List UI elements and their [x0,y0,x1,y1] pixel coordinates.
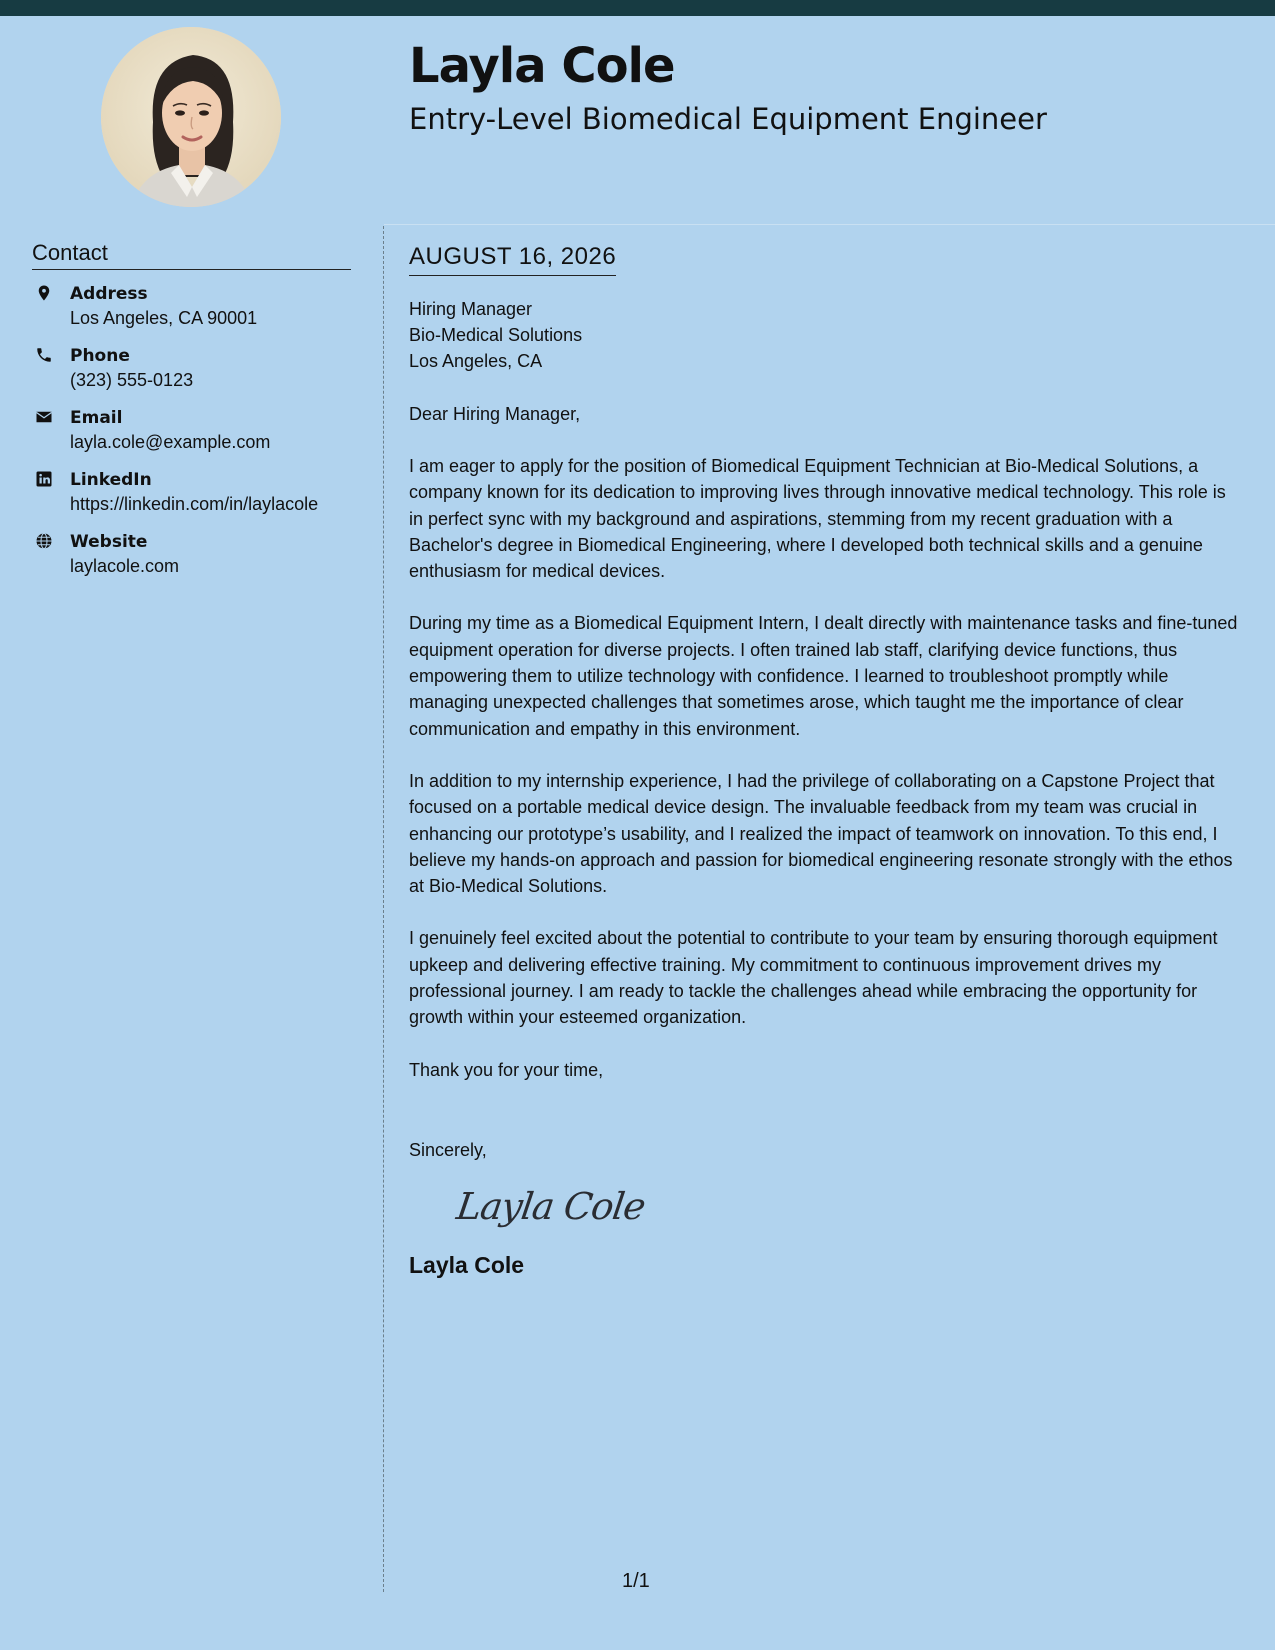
contact-value-linkedin[interactable]: https://linkedin.com/in/laylacole [70,494,319,514]
contact-value-email[interactable]: layla.cole@example.com [70,432,271,452]
sign-off: Sincerely, [409,1139,487,1160]
contact-label: Website [70,532,148,552]
letter-body [409,243,1239,1279]
recipient-company: Bio-Medical Solutions [409,325,583,345]
contact-sidebar [32,240,351,592]
applicant-name: Layla Cole [409,38,675,94]
contact-value-website[interactable]: laylacole.com [70,556,180,576]
letter-paragraph: I am eager to apply for the position of Biomedical Equipment Technician at Bio-Medical Solutions, a company known for its dedication to improving lives through innovative medical technology. This role is in perfect sync with my background and aspirations, stemming from my recent graduation with a Bachelor's degree in Biomedical Engineering, where I developed both technical skills and a genuine enthusiasm for medical devices. [409,456,1226,582]
salutation: Dear Hiring Manager, [409,404,581,424]
letter-paragraph: In addition to my internship experience, I had the privilege of collaborating on a Capstone Project that focused on a portable medical device design. The invaluable feedback from my team was crucial in enhancing our prototype’s usability, and I realized the impact of teamwork on innovation. To this end, I believe my hands-on approach and passion for biomedical engineering resonate strongly with the ethos at Bio-Medical Solutions. [409,770,1233,897]
top-bar [0,0,1275,16]
contact-value-address: Los Angeles, CA 90001 [70,308,258,328]
header-divider [384,224,1275,225]
letter-paragraph: I genuinely feel excited about the potential to contribute to your team by ensuring thorough equipment upkeep and delivering effective training. My commitment to continuous improvement drives my professional journey. I am ready to tackle the challenges ahead while embracing the opportunity for growth within your esteemed organization. [409,928,1218,1028]
letter-date: AUGUST 16, 2026 [409,243,616,276]
recipient-location: Los Angeles, CA [409,351,543,371]
contact-item-phone [32,344,351,392]
recipient-block [409,296,1239,374]
contact-item-website [32,530,351,578]
contact-heading: Contact [32,240,351,270]
globe-icon [32,530,70,552]
job-title: Entry-Level Biomedical Equipment Engineer [409,102,1047,136]
contact-list [32,282,351,578]
letter-paragraph: During my time as a Biomedical Equipment Intern, I dealt directly with maintenance tasks and fine-tuned equipment operation for diverse projects. I often trained lab staff, clarifying device functions, thus empowering them to utilize technology with confidence. I learned to troubleshoot promptly while managing unexpected challenges that sometimes arose, which taught me the importance of clear communication and empathy in this environment. [409,613,1238,739]
contact-label: Email [70,408,123,428]
signature: Layla Cole [453,1184,648,1228]
recipient-name: Hiring Manager [409,299,533,319]
map-pin-icon [32,282,70,304]
contact-item-email [32,406,351,454]
signed-name: Layla Cole [409,1251,525,1278]
contact-item-linkedin [32,468,351,516]
contact-label: Address [70,284,148,304]
profile-photo [101,27,281,207]
column-divider [383,226,384,1592]
contact-label: Phone [70,346,130,366]
contact-value-phone[interactable]: (323) 555-0123 [70,370,194,390]
phone-icon [32,344,70,366]
closing-thanks: Thank you for your time, [409,1059,604,1080]
linkedin-icon [32,468,70,490]
contact-item-address [32,282,351,330]
contact-label: LinkedIn [70,470,152,490]
envelope-icon [32,406,70,428]
page-number: 1/1 [622,1570,650,1592]
